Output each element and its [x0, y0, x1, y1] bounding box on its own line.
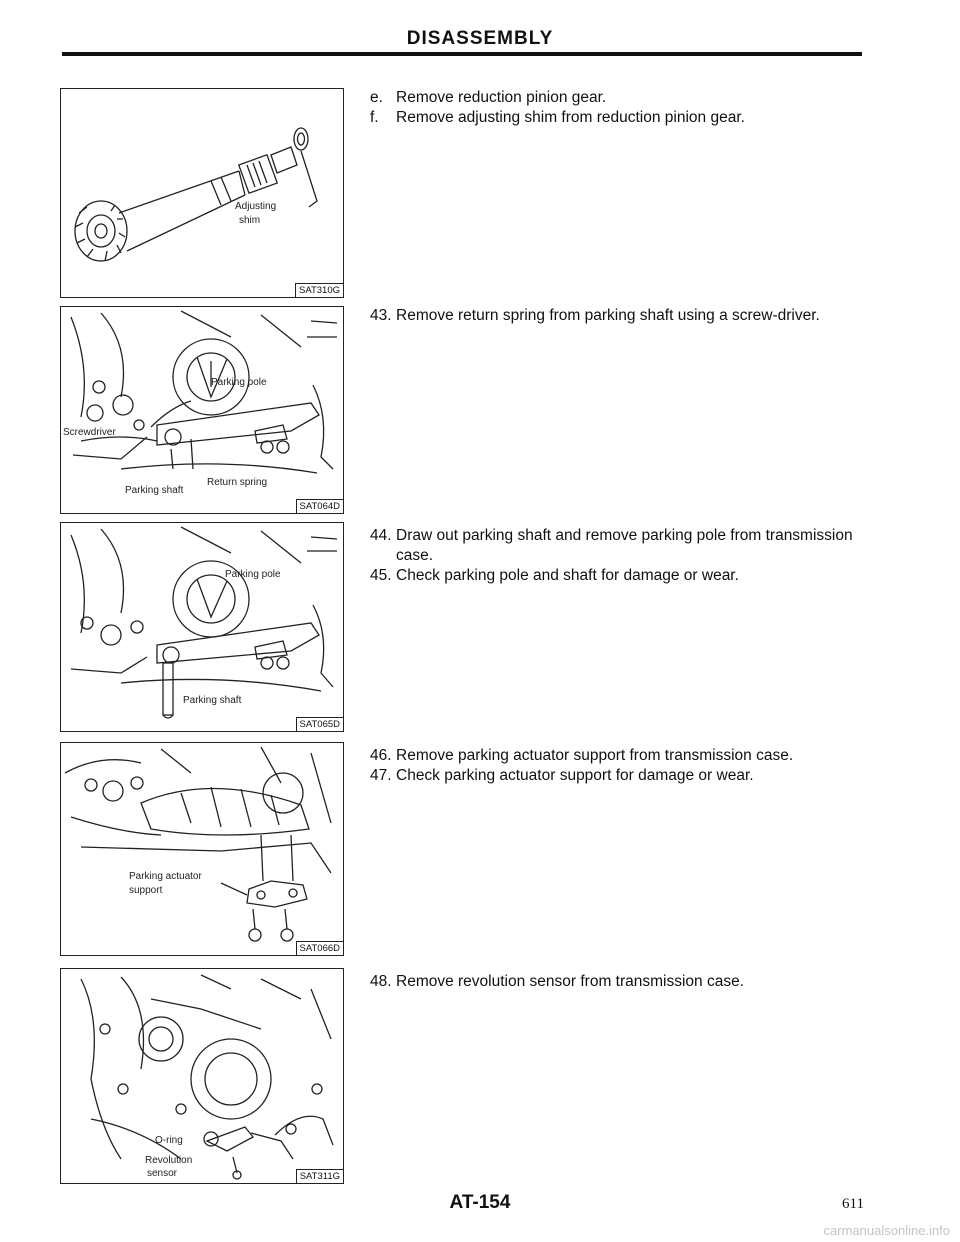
step-text: Check parking actuator support for damage or wear. [396, 767, 754, 784]
page-number: 611 [842, 1196, 864, 1212]
label-support: support [129, 885, 163, 896]
step-number: 48. [370, 973, 392, 990]
figure-code: SAT065D [296, 717, 343, 731]
step-44 [370, 526, 870, 566]
parking-pole-screwdriver-illustration [61, 307, 343, 513]
label-o-ring: O-ring [155, 1135, 183, 1146]
steps-group-4 [370, 746, 870, 786]
step-text: Remove adjusting shim from reduction pinion gear. [396, 109, 745, 126]
label-screwdriver: Screwdriver [63, 427, 116, 438]
step-48 [370, 972, 870, 992]
figure-code: SAT064D [296, 499, 343, 513]
step-text: Remove return spring from parking shaft using a screw-driver. [396, 307, 820, 324]
step-number: 44. [370, 527, 392, 544]
step-number: f. [370, 109, 379, 126]
figure-sat311g [60, 968, 344, 1184]
footer-section-code: AT-154 [449, 1192, 511, 1213]
label-revolution: Revolution [145, 1155, 193, 1166]
step-47 [370, 766, 870, 786]
step-text: Remove revolution sensor from transmission case. [396, 973, 745, 990]
steps-group-1 [370, 88, 870, 128]
label-parking-actuator: Parking actuator [129, 871, 202, 882]
figure-code: SAT310G [295, 283, 343, 297]
step-text: Draw out parking shaft and remove parking pole from transmission case. [396, 527, 853, 564]
step-number: 43. [370, 307, 392, 324]
step-number: 45. [370, 567, 392, 584]
step-e [370, 88, 870, 108]
steps-group-3 [370, 526, 870, 586]
step-f [370, 108, 870, 128]
step-number: 47. [370, 767, 392, 784]
reduction-pinion-gear-illustration [61, 89, 343, 297]
watermark: carmanualsonline.info [823, 1223, 950, 1238]
step-text: Remove reduction pinion gear. [396, 89, 607, 106]
step-43 [370, 306, 870, 326]
figure-sat064d [60, 306, 344, 514]
label-parking-shaft: Parking shaft [183, 695, 242, 706]
figure-code: SAT066D [296, 941, 343, 955]
page-title: DISASSEMBLY [406, 28, 554, 49]
label-parking-pole: Parking pole [211, 377, 267, 388]
label-adjusting: Adjusting [235, 201, 277, 212]
figure-sat066d [60, 742, 344, 956]
title-rule [62, 52, 862, 56]
figure-code: SAT311G [296, 1169, 343, 1183]
figure-sat065d [60, 522, 344, 732]
label-shim: shim [239, 215, 261, 226]
step-number: e. [370, 89, 383, 106]
steps-group-5 [370, 972, 870, 992]
step-text: Remove parking actuator support from transmission case. [396, 747, 794, 764]
step-46 [370, 746, 870, 766]
label-sensor: sensor [147, 1168, 178, 1179]
parking-actuator-support-illustration [61, 743, 343, 955]
step-text: Check parking pole and shaft for damage or wear. [396, 567, 739, 584]
label-return-spring: Return spring [207, 477, 268, 488]
revolution-sensor-illustration [61, 969, 343, 1183]
steps-group-2 [370, 306, 870, 326]
figure-sat310g [60, 88, 344, 298]
label-parking-pole: Parking pole [225, 569, 281, 580]
step-45 [370, 566, 870, 586]
step-number: 46. [370, 747, 392, 764]
label-parking-shaft: Parking shaft [125, 485, 184, 496]
